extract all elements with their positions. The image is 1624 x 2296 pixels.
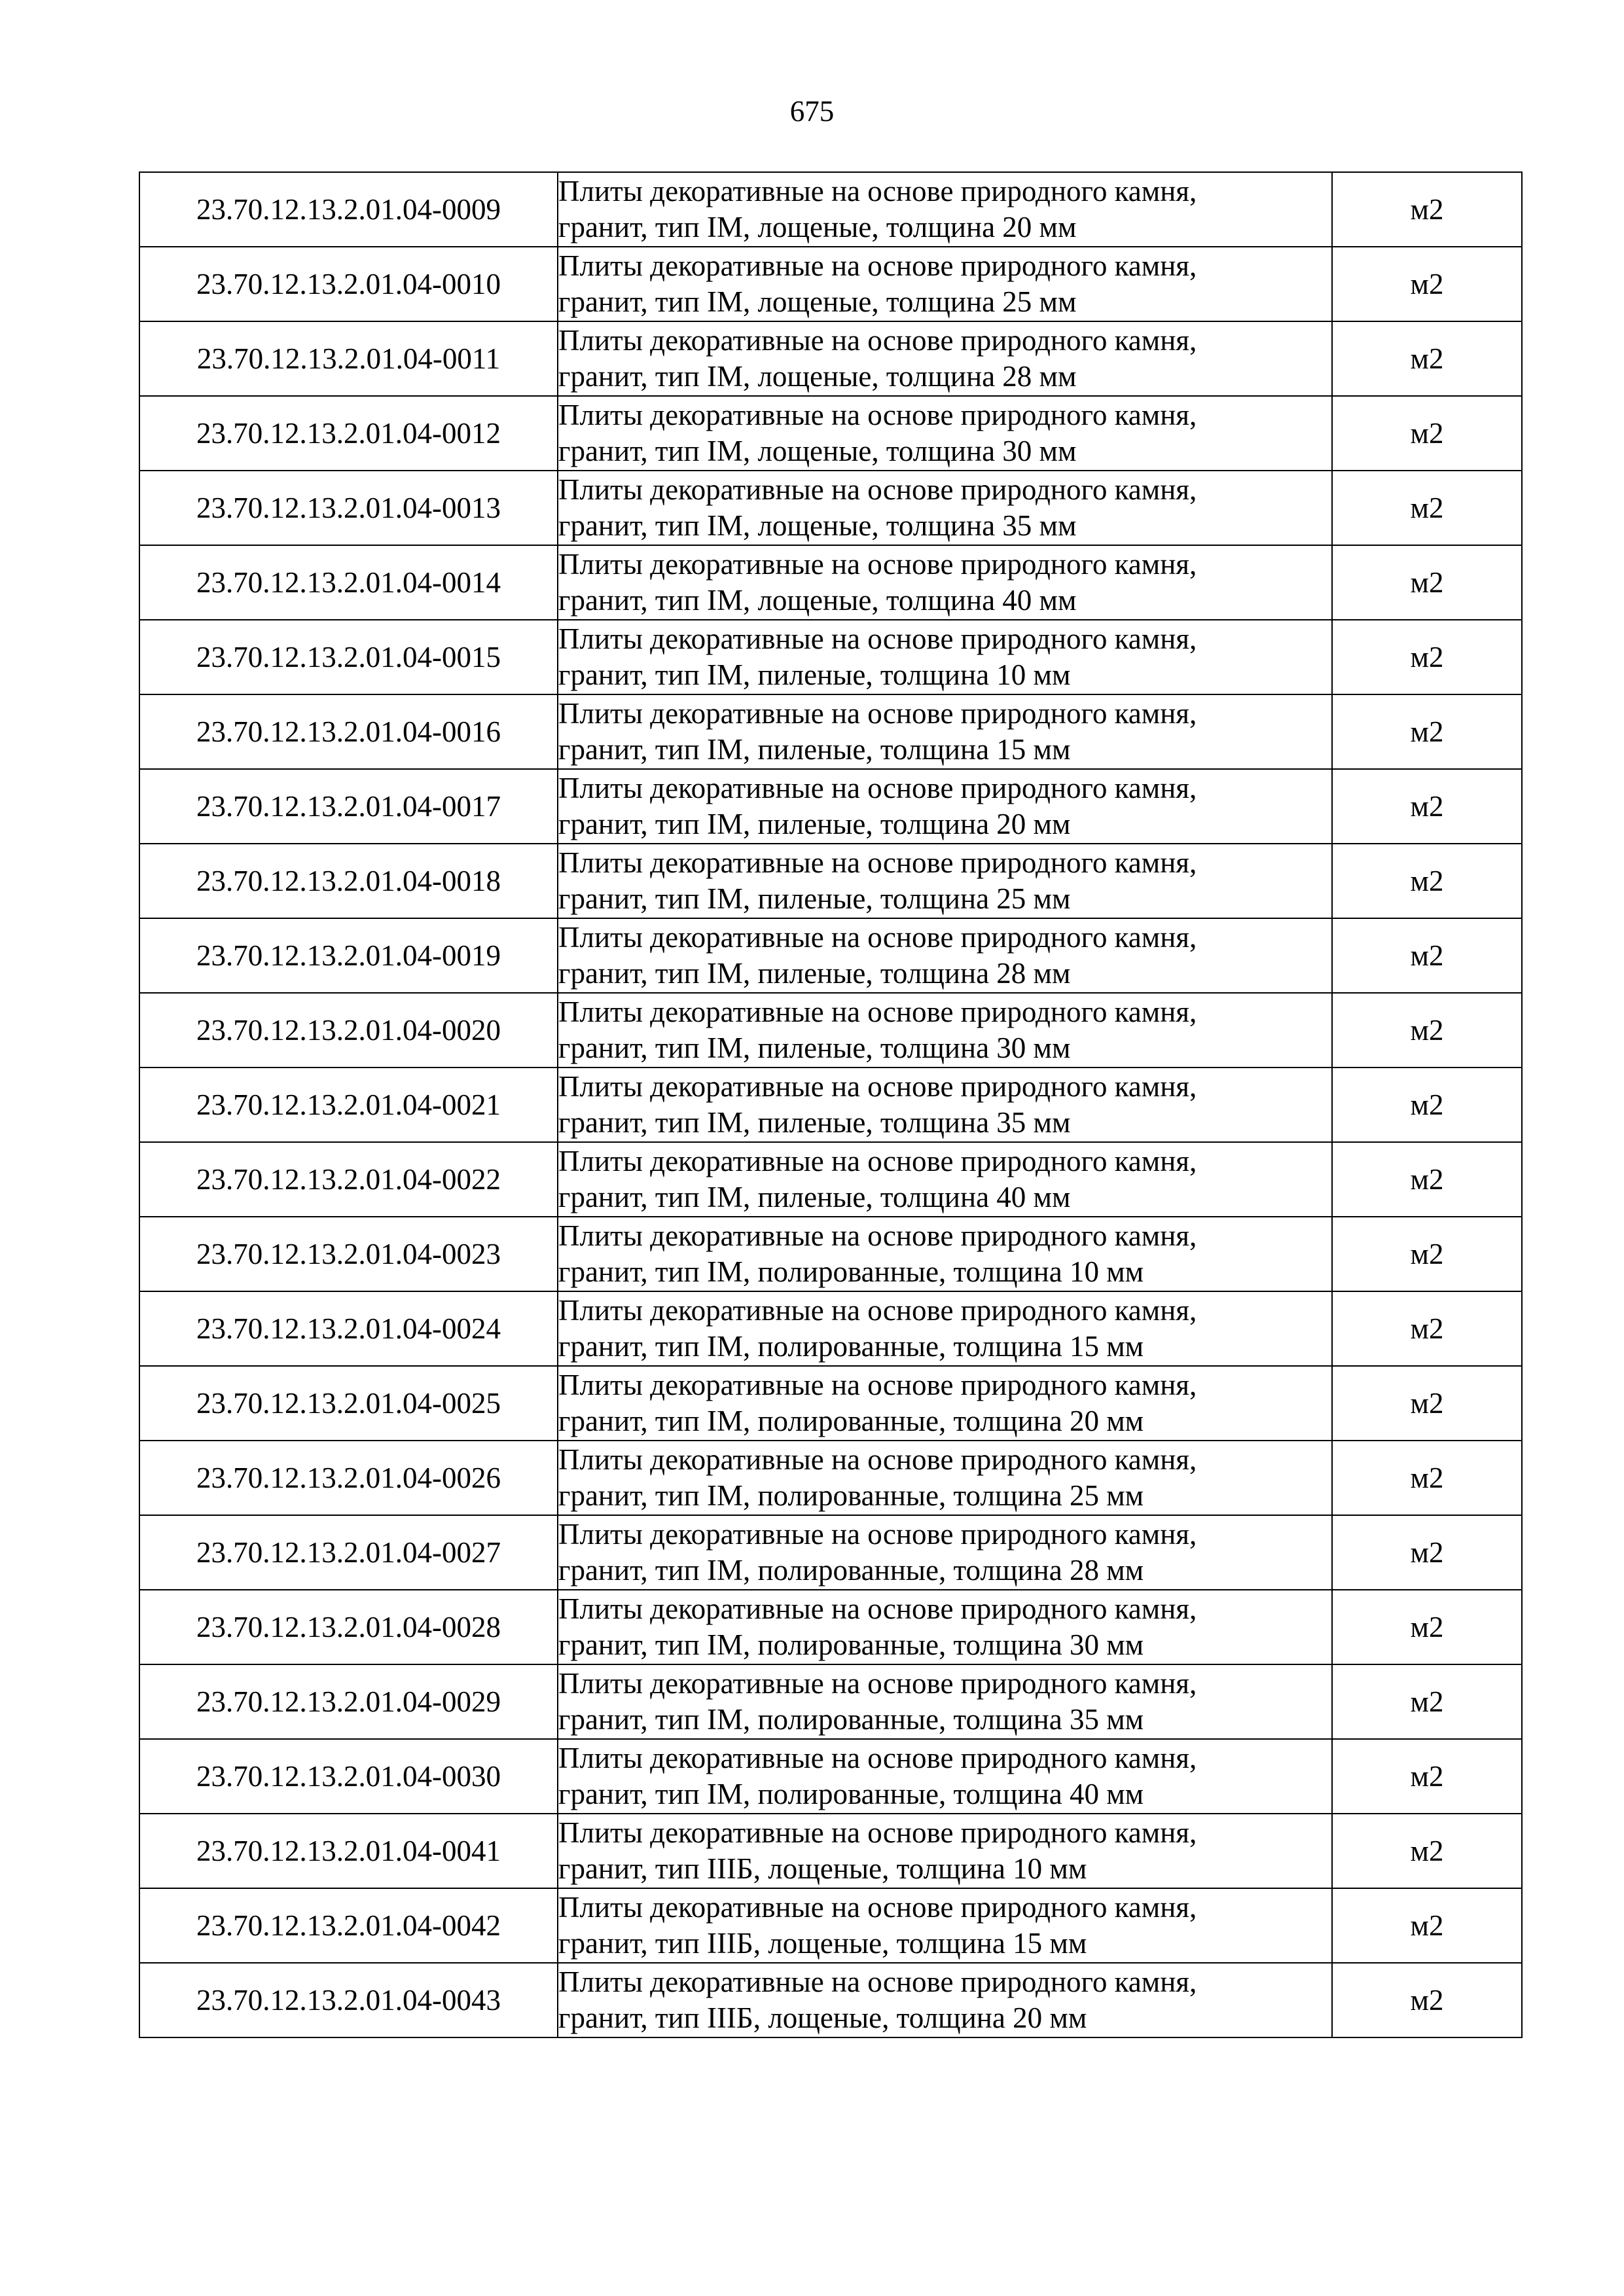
resource-name-line-2: гранит, тип IM, полированные, толщина 25 мм: [558, 1479, 1144, 1512]
resource-name: [558, 993, 1332, 1067]
resource-name-line-2: гранит, тип IIIБ, лощеные, толщина 10 мм: [558, 1852, 1087, 1885]
unit-of-measure: м2: [1332, 694, 1522, 769]
table-row: [139, 1366, 1522, 1441]
unit-of-measure: м2: [1332, 321, 1522, 396]
page-number: 675: [789, 95, 835, 128]
resource-name-line-2: гранит, тип IM, лощеные, толщина 20 мм: [558, 211, 1077, 243]
resource-name-line-2: гранит, тип IM, пиленые, толщина 20 мм: [558, 808, 1071, 840]
resource-name-line-2: гранит, тип IM, пиленые, толщина 30 мм: [558, 1031, 1071, 1064]
table-row: [139, 1067, 1522, 1142]
resource-name: [558, 172, 1332, 247]
resource-name-line-2: гранит, тип IM, полированные, толщина 15 мм: [558, 1330, 1144, 1363]
resource-name: [558, 1888, 1332, 1963]
resource-name-line-2: гранит, тип IM, пиленые, толщина 15 мм: [558, 733, 1071, 766]
resource-code: 23.70.12.13.2.01.04-0023: [139, 1217, 558, 1291]
resource-name: [558, 545, 1332, 620]
table-row: [139, 1515, 1522, 1590]
table-row: [139, 1664, 1522, 1739]
resource-name-line-2: гранит, тип IM, пиленые, толщина 10 мм: [558, 658, 1071, 691]
resource-code: 23.70.12.13.2.01.04-0016: [139, 694, 558, 769]
resource-name-line-1: Плиты декоративные на основе природного камня,: [558, 1145, 1197, 1177]
unit-of-measure: м2: [1332, 1441, 1522, 1515]
resource-name-line-1: Плиты декоративные на основе природного камня,: [558, 1965, 1197, 1998]
resource-name-line-1: Плиты декоративные на основе природного камня,: [558, 1742, 1197, 1774]
resource-code: 23.70.12.13.2.01.04-0024: [139, 1291, 558, 1366]
resource-name: [558, 1067, 1332, 1142]
resource-name-line-2: гранит, тип IIIБ, лощеные, толщина 20 мм: [558, 2001, 1087, 2034]
resource-code: 23.70.12.13.2.01.04-0030: [139, 1739, 558, 1814]
unit-of-measure: м2: [1332, 1142, 1522, 1217]
unit-of-measure: м2: [1332, 1291, 1522, 1366]
unit-of-measure: м2: [1332, 993, 1522, 1067]
resource-name: [558, 396, 1332, 471]
resource-name-line-2: гранит, тип IM, полированные, толщина 35 мм: [558, 1703, 1144, 1736]
resource-code: 23.70.12.13.2.01.04-0043: [139, 1963, 558, 2037]
table-row: [139, 1441, 1522, 1515]
resource-code: 23.70.12.13.2.01.04-0017: [139, 769, 558, 844]
resource-name: [558, 1739, 1332, 1814]
resource-code: 23.70.12.13.2.01.04-0018: [139, 844, 558, 918]
table-row: [139, 545, 1522, 620]
resource-name-line-2: гранит, тип IM, лощеные, толщина 30 мм: [558, 435, 1077, 467]
resource-name: [558, 694, 1332, 769]
resource-name-line-1: Плиты декоративные на основе природного камня,: [558, 249, 1197, 282]
resource-name-line-1: Плиты декоративные на основе природного камня,: [558, 1294, 1197, 1327]
resource-name: [558, 1366, 1332, 1441]
resource-name-line-1: Плиты декоративные на основе природного камня,: [558, 1518, 1197, 1551]
table-row: [139, 1217, 1522, 1291]
resource-name-line-2: гранит, тип IM, пиленые, толщина 28 мм: [558, 957, 1071, 990]
resource-name-line-1: Плиты декоративные на основе природного камня,: [558, 1592, 1197, 1625]
resource-name: [558, 1142, 1332, 1217]
resource-code: 23.70.12.13.2.01.04-0014: [139, 545, 558, 620]
resource-code: 23.70.12.13.2.01.04-0013: [139, 471, 558, 545]
resource-code: 23.70.12.13.2.01.04-0029: [139, 1664, 558, 1739]
unit-of-measure: м2: [1332, 1739, 1522, 1814]
resource-name-line-1: Плиты декоративные на основе природного камня,: [558, 622, 1197, 655]
resource-name-line-2: гранит, тип IM, пиленые, толщина 35 мм: [558, 1106, 1071, 1139]
resource-name-line-1: Плиты декоративные на основе природного камня,: [558, 996, 1197, 1028]
resource-name-line-1: Плиты декоративные на основе природного камня,: [558, 772, 1197, 804]
table-row: [139, 844, 1522, 918]
resource-code: 23.70.12.13.2.01.04-0010: [139, 247, 558, 321]
unit-of-measure: м2: [1332, 1664, 1522, 1739]
resource-code: 23.70.12.13.2.01.04-0042: [139, 1888, 558, 1963]
resource-name-line-2: гранит, тип IM, пиленые, толщина 25 мм: [558, 882, 1071, 915]
table-row: [139, 1291, 1522, 1366]
unit-of-measure: м2: [1332, 1067, 1522, 1142]
resource-code: 23.70.12.13.2.01.04-0020: [139, 993, 558, 1067]
resource-name-line-1: Плиты декоративные на основе природного камня,: [558, 548, 1197, 581]
unit-of-measure: м2: [1332, 545, 1522, 620]
resource-name-line-2: гранит, тип IM, полированные, толщина 28 мм: [558, 1554, 1144, 1587]
resource-name: [558, 321, 1332, 396]
table-row: [139, 321, 1522, 396]
unit-of-measure: м2: [1332, 1217, 1522, 1291]
resource-code: 23.70.12.13.2.01.04-0012: [139, 396, 558, 471]
resource-name-line-2: гранит, тип IM, лощеные, толщина 35 мм: [558, 509, 1077, 542]
resource-name-line-1: Плиты декоративные на основе природного камня,: [558, 1667, 1197, 1700]
resource-code: 23.70.12.13.2.01.04-0021: [139, 1067, 558, 1142]
resource-name: [558, 769, 1332, 844]
unit-of-measure: м2: [1332, 769, 1522, 844]
resource-name-line-2: гранит, тип IIIБ, лощеные, толщина 15 мм: [558, 1927, 1087, 1960]
unit-of-measure: м2: [1332, 1888, 1522, 1963]
resource-name: [558, 1515, 1332, 1590]
unit-of-measure: м2: [1332, 1814, 1522, 1888]
resource-code: 23.70.12.13.2.01.04-0019: [139, 918, 558, 993]
unit-of-measure: м2: [1332, 1515, 1522, 1590]
catalog-table: [139, 171, 1523, 2038]
resource-name: [558, 1963, 1332, 2037]
table-row: [139, 1590, 1522, 1664]
resource-name: [558, 1291, 1332, 1366]
resource-name-line-1: Плиты декоративные на основе природного камня,: [558, 1891, 1197, 1924]
resource-name-line-2: гранит, тип IM, полированные, толщина 10 мм: [558, 1255, 1144, 1288]
resource-name: [558, 1441, 1332, 1515]
resource-code: 23.70.12.13.2.01.04-0022: [139, 1142, 558, 1217]
unit-of-measure: м2: [1332, 247, 1522, 321]
resource-name-line-1: Плиты декоративные на основе природного камня,: [558, 175, 1197, 207]
resource-name-line-2: гранит, тип IM, лощеные, толщина 25 мм: [558, 285, 1077, 318]
resource-code: 23.70.12.13.2.01.04-0011: [139, 321, 558, 396]
resource-name-line-1: Плиты декоративные на основе природного камня,: [558, 1369, 1197, 1401]
resource-name-line-1: Плиты декоративные на основе природного камня,: [558, 1816, 1197, 1849]
resource-name-line-2: гранит, тип IM, полированные, толщина 40 мм: [558, 1778, 1144, 1810]
table-row: [139, 247, 1522, 321]
resource-name-line-1: Плиты декоративные на основе природного камня,: [558, 399, 1197, 431]
table-row: [139, 1963, 1522, 2037]
table-row: [139, 1814, 1522, 1888]
resource-code: 23.70.12.13.2.01.04-0015: [139, 620, 558, 694]
unit-of-measure: м2: [1332, 844, 1522, 918]
unit-of-measure: м2: [1332, 1963, 1522, 2037]
resource-code: 23.70.12.13.2.01.04-0009: [139, 172, 558, 247]
resource-name-line-2: гранит, тип IM, лощеные, толщина 40 мм: [558, 584, 1077, 617]
resource-code: 23.70.12.13.2.01.04-0027: [139, 1515, 558, 1590]
table-row: [139, 993, 1522, 1067]
resource-name: [558, 620, 1332, 694]
resource-name-line-2: гранит, тип IM, полированные, толщина 30 мм: [558, 1628, 1144, 1661]
table-row: [139, 1142, 1522, 1217]
unit-of-measure: м2: [1332, 471, 1522, 545]
unit-of-measure: м2: [1332, 172, 1522, 247]
table-row: [139, 769, 1522, 844]
resource-code: 23.70.12.13.2.01.04-0026: [139, 1441, 558, 1515]
resource-name-line-1: Плиты декоративные на основе природного камня,: [558, 1219, 1197, 1252]
resource-name-line-1: Плиты декоративные на основе природного камня,: [558, 921, 1197, 954]
resource-name: [558, 918, 1332, 993]
unit-of-measure: м2: [1332, 918, 1522, 993]
table-row: [139, 620, 1522, 694]
table-row: [139, 396, 1522, 471]
resource-name: [558, 844, 1332, 918]
table-row: [139, 1739, 1522, 1814]
resource-name: [558, 471, 1332, 545]
catalog-table-body: [139, 172, 1522, 2037]
resource-code: 23.70.12.13.2.01.04-0025: [139, 1366, 558, 1441]
resource-name: [558, 1217, 1332, 1291]
resource-name-line-1: Плиты декоративные на основе природного камня,: [558, 1070, 1197, 1103]
unit-of-measure: м2: [1332, 1366, 1522, 1441]
resource-name: [558, 1590, 1332, 1664]
resource-name-line-2: гранит, тип IM, полированные, толщина 20 мм: [558, 1405, 1144, 1437]
table-row: [139, 1888, 1522, 1963]
table-row: [139, 918, 1522, 993]
resource-name-line-2: гранит, тип IM, пиленые, толщина 40 мм: [558, 1181, 1071, 1213]
resource-code: 23.70.12.13.2.01.04-0041: [139, 1814, 558, 1888]
resource-name-line-1: Плиты декоративные на основе природного камня,: [558, 473, 1197, 506]
table-row: [139, 694, 1522, 769]
unit-of-measure: м2: [1332, 1590, 1522, 1664]
unit-of-measure: м2: [1332, 620, 1522, 694]
unit-of-measure: м2: [1332, 396, 1522, 471]
table-row: [139, 172, 1522, 247]
resource-name-line-1: Плиты декоративные на основе природного камня,: [558, 324, 1197, 357]
resource-name: [558, 247, 1332, 321]
resource-name: [558, 1664, 1332, 1739]
resource-name-line-1: Плиты декоративные на основе природного камня,: [558, 846, 1197, 879]
resource-name-line-1: Плиты декоративные на основе природного камня,: [558, 1443, 1197, 1476]
resource-code: 23.70.12.13.2.01.04-0028: [139, 1590, 558, 1664]
resource-name: [558, 1814, 1332, 1888]
resource-name-line-1: Плиты декоративные на основе природного камня,: [558, 697, 1197, 730]
resource-name-line-2: гранит, тип IM, лощеные, толщина 28 мм: [558, 360, 1077, 393]
table-row: [139, 471, 1522, 545]
